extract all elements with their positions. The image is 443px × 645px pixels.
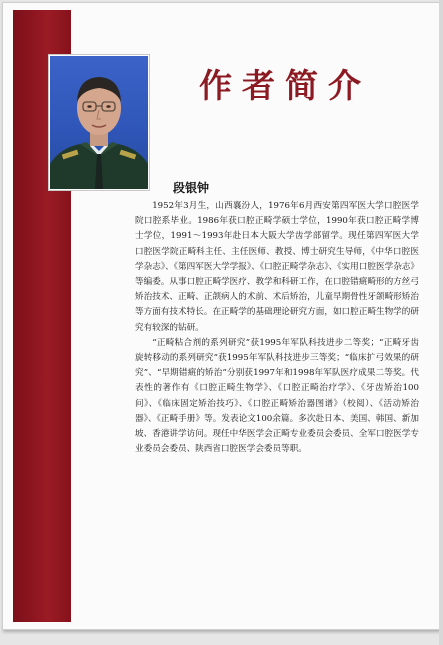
biography-paragraph: 1952年3月生，山西襄汾人，1976年6月西安第四军医大学口腔医学院口腔系毕业。1986年获口腔正畸学硕士学位，1990年获口腔正畸学博士学位，1991～1993年赴日本大阪大学齿学部留学。现任第四军医大学口腔医学院正畸科主任、主任医师、教授、博士研究生导师，《中华口腔医学杂志》、《第四军医大学学报》、《口腔正畸学杂志》、《实用口腔医学杂志》等编委。从事口腔正畸学医疗、教学和科研工作，在口腔错㿀畸形的方丝弓矫治技术、正畸、正颌病人的术前、术后矫治，儿童早期骨性牙颌畸形矫治等方面有技术特长。在正畸学的基础理论研究方面，如口腔正畸生物学的研究有较深的钻研。 [135,201,419,333]
page-title: 作者简介 [199,66,371,105]
book-page [2,2,440,630]
portrait-illustration [50,56,148,189]
scan-edge [439,0,443,645]
biography-text [135,199,419,457]
author-name: 段银钟 [173,181,210,195]
biography-paragraph: “正畸粘合剂的系列研究”获1995年军队科技进步二等奖；“正畸牙齿旋转移动的系列研究”获1995年军队科技进步三等奖；“临床扩弓效果的研究”、“早期错㿀的矫治”分别获1997年和1998年军队医疗成果二等奖。代表性的著作有《口腔正畸生物学》、《口腔正畸治疗学》、《牙齿矫治100问》、《临床固定矫治技巧》、《口腔正畸矫治器图谱》（校阅）、《活动矫治器》、《正畸手册》等。发表论文100余篇。多次赴日本、美国、韩国、新加坡、香港讲学访问。现任中华医学会正畸专业委员会委员、全军口腔医学专业委员会委员、陕西省口腔医学会委员等职。 [135,337,419,455]
author-portrait [49,55,149,190]
